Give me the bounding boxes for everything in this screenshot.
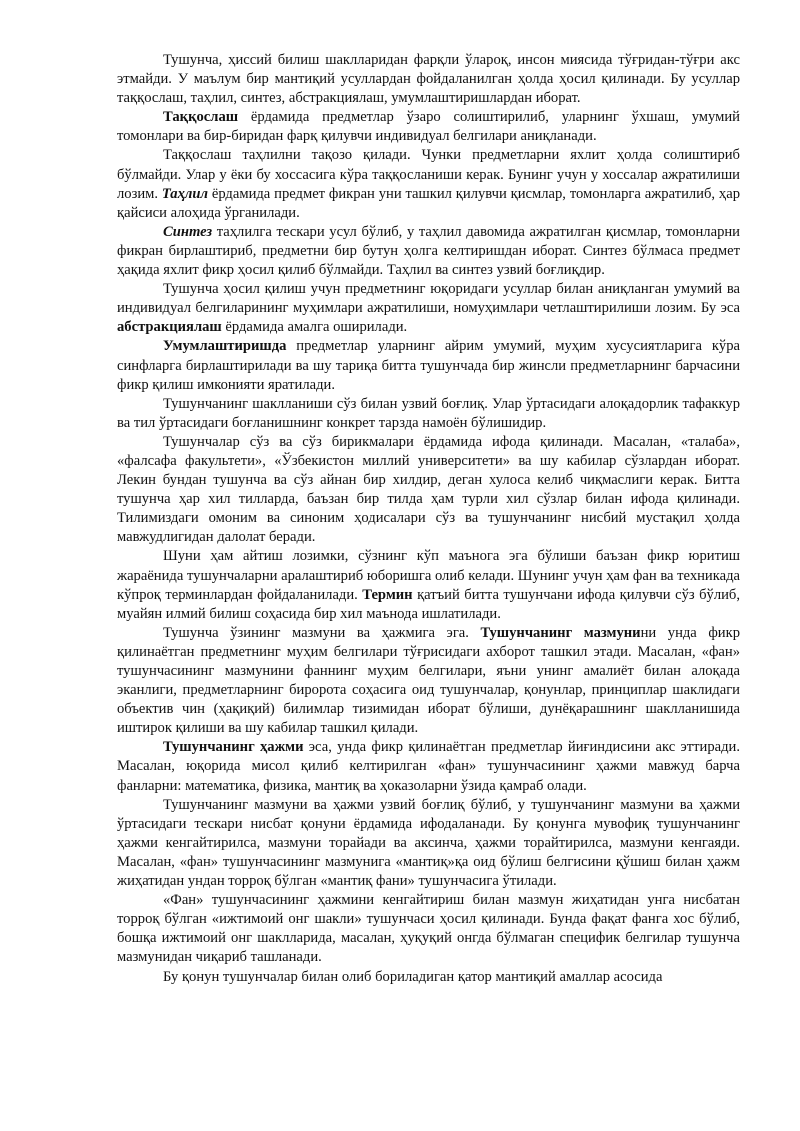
text-run: эса, унда фикр қилинаётган предметлар йиғиндисини акс эттиради. Масалан, юқорида мисол қилиб келтирилган «фан» тушунчасининг ҳажми мавжуд барча фанларни: математика, физика, мантиқ ва ҳоказоларни ўзида қамраб олади.	[117, 739, 740, 794]
text-run: предметлар уларнинг айрим умумий, муҳим хусусиятларига кўра синфларга бирлаштирилади ва шу тариқа битта тушунчада бир жинсли предметларнинг барчасини фикр қилиш имконияти яратилади.	[117, 338, 740, 393]
text-run: ёрдамида предмет фикран уни ташкил қилувчи қисмлар, томонларга ажратилиб, ҳар қайсиси алоҳида ўрганилади.	[117, 185, 740, 221]
text-run: Тушунча ўзининг мазмуни ва ҳажмига эга.	[163, 624, 481, 641]
body-paragraph	[117, 433, 740, 548]
bold-term: Тушунчанинг мазмуни	[480, 624, 641, 641]
emphasized-term: Синтез	[163, 223, 213, 240]
text-run: «Фан» тушунчасининг ҳажмини кенгайтириш билан мазмун жиҳатидан унга нисбатан торроқ бўлган «ижтимоий онг шакли» тушунчаси ҳосил қилинади. Бунда фақат фанга хос бўлиб, бошқа ижтимоий онг шаклларида, масалан, ҳуқуқий онгда бўлмаган специфик белгилар тушунча мазмунидан чиқариб ташланади.	[117, 892, 740, 966]
text-run: Тушунчанинг мазмуни ва ҳажми узвий боғлиқ бўлиб, у тушунчанинг мазмуни ва ҳажми ўртасидаги тескари нисбат қонуни ёрдамида ифодаланади. Бу қонунга мувофиқ тушунчанинг ҳажми кенгайтирилса, мазмуни торайади ва аксинча, ҳажми торайтирилса, мазмуни кенгаяди. Масалан, «фан» тушунчасининг мазмунига «мантиқ»қа оид бўлиш белгисини қўшиш билан ҳажм жиҳатидан ундан торроқ бўлган «мантиқ фани» тушунчасига ўтилади.	[117, 796, 740, 890]
body-paragraph	[117, 280, 740, 337]
body-paragraph	[117, 108, 740, 146]
text-run: ни унда фикр қилинаётган предметнинг муҳим белгилари тўғрисидаги ахборот ташкил этади. Масалан, «фан» тушунчасининг мазмунини фаннинг муҳим белгилари, яъни унинг амалиёт билан алоқада эканлиги, предметларнинг биророта соҳасига оид тушунчалар, қонунлар, принциплар шаклидаги объектив чин (ҳақиқий) билимлар тизимидан иборат бўлиши, дунёқарашнинг шаклланишида иштирок қилиши ва шу кабилар ташкил қилади.	[117, 624, 740, 737]
text-run: ёрдамида предметлар ўзаро солиштирилиб, уларнинг ўхшаш, умумий томонлари ва бир-биридан фарқ қилувчи индивидуал белгилари аниқланади.	[117, 109, 740, 145]
body-paragraph	[117, 51, 740, 108]
bold-term: абстракциялаш	[117, 319, 222, 336]
body-paragraph	[117, 738, 740, 795]
body-paragraph	[117, 968, 740, 987]
bold-term: Термин	[362, 586, 413, 603]
text-run: Тушунча, ҳиссий билиш шаклларидан фарқли ўлароқ, инсон миясида тўғридан-тўғри акс этмайди. У маълум бир мантиқий усуллардан фойдаланилган ҳолда ҳосил қилинади. Бу усуллар таққослаш, таҳлил, синтез, абстракциялаш, умумлаштиришлардан иборат.	[117, 52, 740, 107]
bold-term	[162, 186, 208, 202]
bold-term: Тушунчанинг ҳажми	[163, 739, 304, 756]
body-paragraph	[117, 337, 740, 394]
text-run: Тушунча ҳосил қилиш учун предметнинг юқоридаги усуллар билан аниқланган умумий ва индивидуал белгиларининг муҳимлари ажратилиши, номуҳимлари четлаштирилиши лозим. Бу эса	[117, 281, 740, 317]
body-paragraph	[117, 223, 740, 280]
bold-term: Таққослаш	[163, 109, 239, 126]
body-paragraph	[117, 796, 740, 891]
text-run: қатъий битта тушунчани ифода қилувчи сўз бўлиб, муайян илмий билиш соҳасида бир хил маънода ишлатилади.	[117, 586, 740, 622]
bold-term	[163, 224, 212, 240]
bold-term: Умумлаштиришда	[163, 338, 287, 355]
text-run: Таққослаш таҳлилни тақозо қилади. Чунки предметларни яхлит ҳолда солиштириб бўлмайди. Улар у ёки бу хоссасига кўра таққосланиши керак. Бунинг учун у хоссалар ажратилиши лозим.	[117, 147, 740, 202]
body-paragraph	[117, 395, 740, 433]
body-paragraph	[117, 547, 740, 623]
text-run: Шуни ҳам айтиш лозимки, сўзнинг кўп маънога эга бўлиши баъзан фикр юритиш жараёнида тушунчаларни аралаштириб юборишга олиб келади. Шунинг учун ҳам фан ва техникада кўпроқ терминлардан фойдаланилади.	[117, 548, 740, 603]
body-paragraph	[117, 891, 740, 967]
body-paragraph	[117, 146, 740, 222]
text-run: Тушунчалар сўз ва сўз бирикмалари ёрдамида ифода қилинади. Масалан, «талаба», «фалсафа факультети», «Ўзбекистон миллий университети» ва шу кабилар сўзлардан иборат. Лекин бундан тушунча ва сўз айнан бир хилдир, деган хулоса келиб чиқмаслиги керак. Битта тушунча ҳар хил тилларда, баъзан бир тилда ҳам турли хил сўзлар билан ифода қилинади. Тилимиздаги омоним ва синоним ҳодисалари сўз ва тушунчанинг нисбий мустақил ҳолда мавжудлигидан далолат беради.	[117, 433, 740, 546]
text-run: Тушунчанинг шаклланиши сўз билан узвий боғлиқ. Улар ўртасидаги алоқадорлик тафаккур ва тил ўртасидаги боғланишнинг конкрет тарзда намоён бўлишидир.	[117, 395, 740, 431]
text-run: ёрдамида амалга оширилади.	[221, 319, 408, 336]
text-run: таҳлилга тескари усул бўлиб, у таҳлил давомида ажратилган қисмлар, томонларни фикран бирлаштириб, предметни бир бутун ҳолга келтиришдан иборат. Синтез бўлмаса предмет ҳақида яхлит фикр ҳосил қилиб бўлмайди. Таҳлил ва синтез узвий боғлиқдир.	[117, 223, 740, 279]
emphasized-term: Таҳлил	[161, 185, 208, 202]
text-run: Бу қонун тушунчалар билан олиб бориладиган қатор мантиқий амаллар асосида	[163, 968, 663, 985]
body-paragraph	[117, 624, 740, 739]
